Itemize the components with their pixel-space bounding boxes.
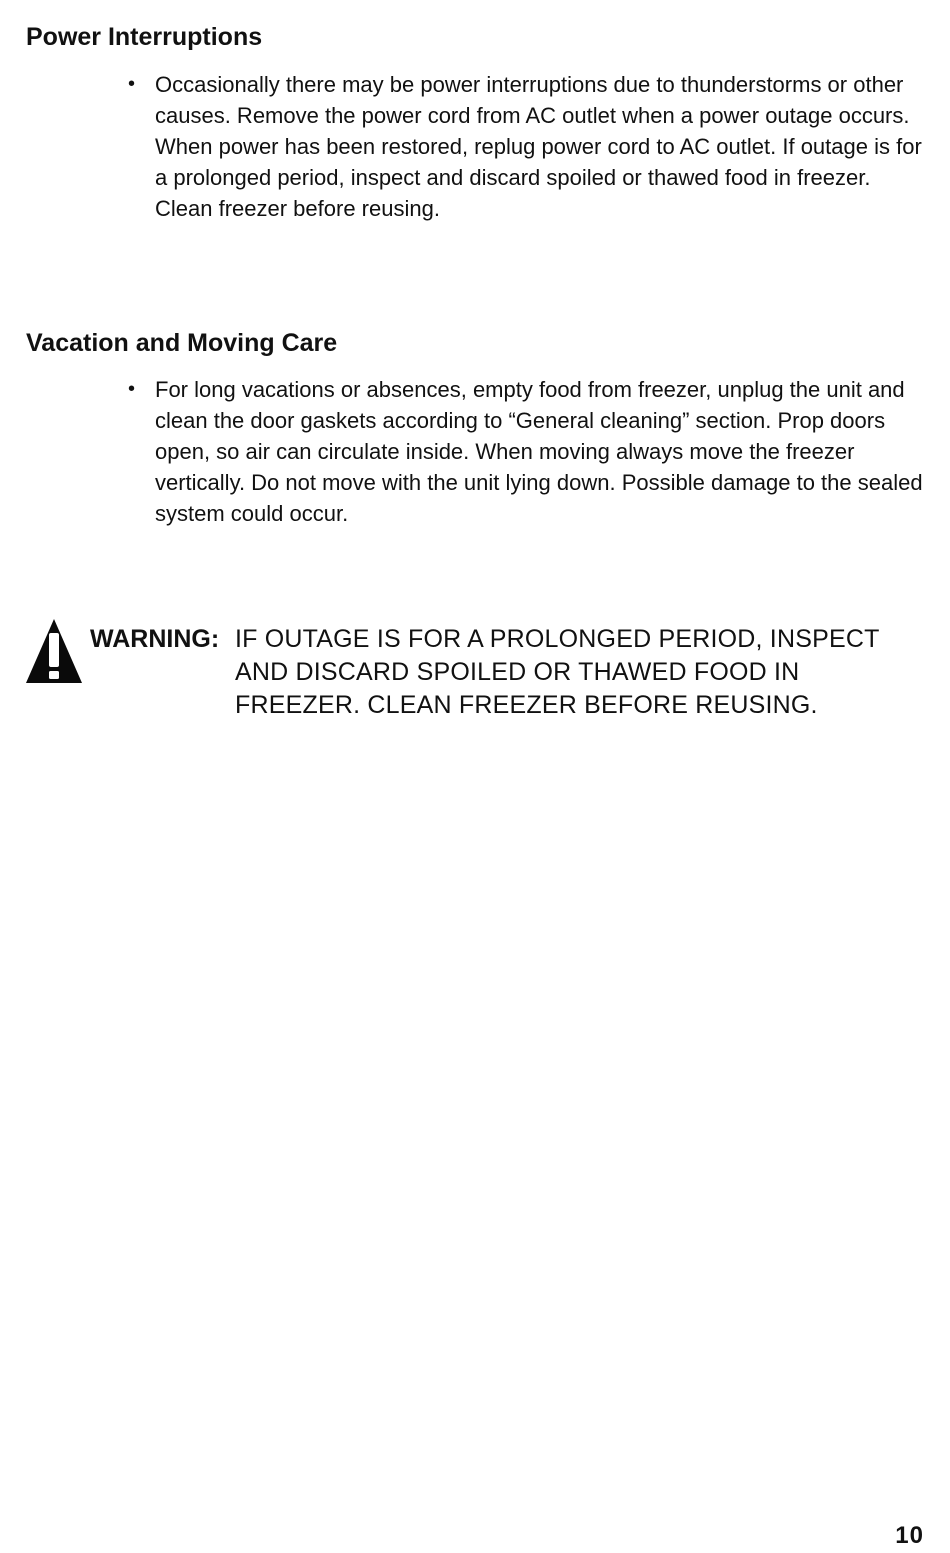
warning-label: WARNING: [90,625,220,653]
section-heading-power-interruptions: Power Interruptions [26,23,263,51]
bullet-marker: • [128,378,136,400]
paragraph-vacation-moving-care: For long vacations or absences, empty food from freezer, unplug the unit and clean the door gaskets according to “General cleaning” section. Prop doors open, so air can circulate inside. When moving always move the freezer vertically. Do not move with the unit lying down. Possible damage to the sealed system could occur. [155,377,923,526]
warning-triangle-icon [24,617,84,685]
bullet-marker: • [128,73,136,95]
paragraph-power-interruptions: Occasionally there may be power interruptions due to thunderstorms or other causes. Remove the power cord from AC outlet when a power outage occurs. When power has been restored, replug power cord to AC outlet. If outage is for a prolonged period, inspect and discard spoiled or thawed food in freezer. Clean freezer before reusing. [155,72,922,221]
page-number: 10 [895,1522,924,1549]
list-item [128,374,928,529]
list-item [128,69,928,224]
warning-text: IF OUTAGE IS FOR A PROLONGED PERIOD, INSPECT AND DISCARD SPOILED OR THAWED FOOD IN FREEZER. CLEAN FREEZER BEFORE REUSING. [235,625,880,719]
section-heading-vacation-moving-care: Vacation and Moving Care [26,329,338,357]
